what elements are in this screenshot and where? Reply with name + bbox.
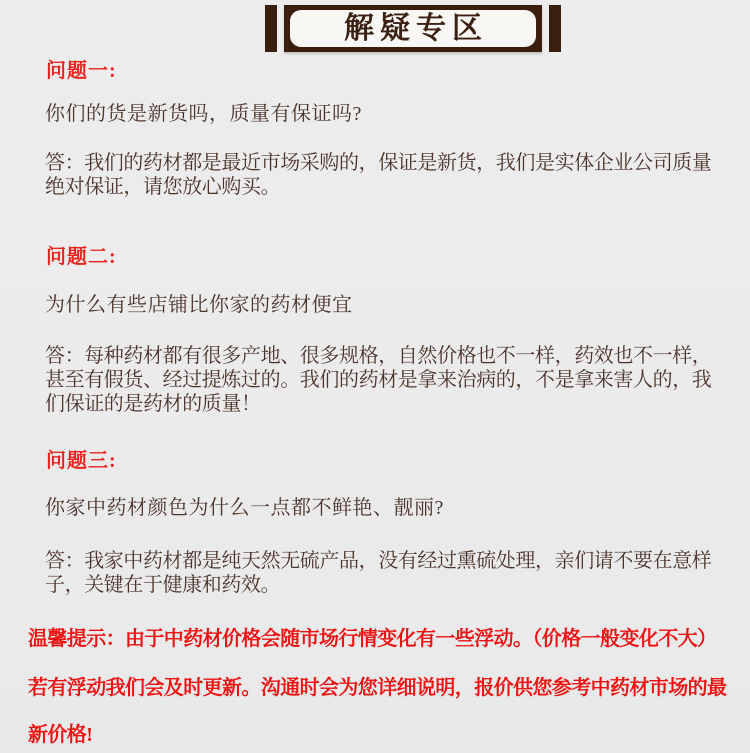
notice-line-2: 若有浮动我们会及时更新。沟通时会为您详细说明，报价供您参考中药材市场的最 <box>28 677 727 699</box>
faq-3-question: 你家中药材颜色为什么一点都不鲜艳、靓丽? <box>45 497 444 519</box>
faq-3-answer-line-1: 答：我家中药材都是纯天然无硫产品，没有经过熏硫处理，亲们请不要在意样 <box>45 550 712 572</box>
banner-side-bar-left <box>265 5 277 52</box>
faq-1-label: 问题一: <box>46 60 117 82</box>
faq-3-answer-line-2: 子，关键在于健康和药效。 <box>45 574 281 596</box>
faq-1-answer-line-2: 绝对保证，请您放心购买。 <box>45 176 281 198</box>
faq-2-question: 为什么有些店铺比你家的药材便宜 <box>45 294 353 316</box>
notice-line-1: 温馨提示：由于中药材价格会随市场行情变化有一些浮动。（价格一般变化不大） <box>28 628 717 650</box>
banner-side-bar-right <box>549 5 561 52</box>
banner-title-panel <box>290 10 536 47</box>
faq-3-answer <box>45 549 711 597</box>
faq-3-label: 问题三: <box>46 450 117 472</box>
faq-2-label: 问题二: <box>46 246 117 268</box>
notice-line-3: 新价格! <box>28 724 93 746</box>
faq-2-answer-line-3: 们保证的是药材的质量！ <box>45 393 261 415</box>
banner-gap-left <box>277 5 284 52</box>
banner-gap-right <box>542 5 549 52</box>
banner-center-block <box>284 5 542 52</box>
faq-1-answer <box>45 151 711 199</box>
faq-2-answer-line-2: 甚至有假货、经过提炼过的。我们的药材是拿来治病的，不是拿来害人的，我 <box>45 369 712 391</box>
faq-2-answer <box>45 344 711 416</box>
page-title: 解疑专区 <box>344 11 488 45</box>
faq-2-answer-line-1: 答：每种药材都有很多产地、很多规格，自然价格也不一样，药效也不一样， <box>45 345 712 367</box>
faq-1-question: 你们的货是新货吗，质量有保证吗? <box>45 103 362 125</box>
qa-banner <box>265 5 561 52</box>
faq-1-answer-line-1: 答：我们的药材都是最近市场采购的，保证是新货，我们是实体企业公司质量 <box>45 152 712 174</box>
